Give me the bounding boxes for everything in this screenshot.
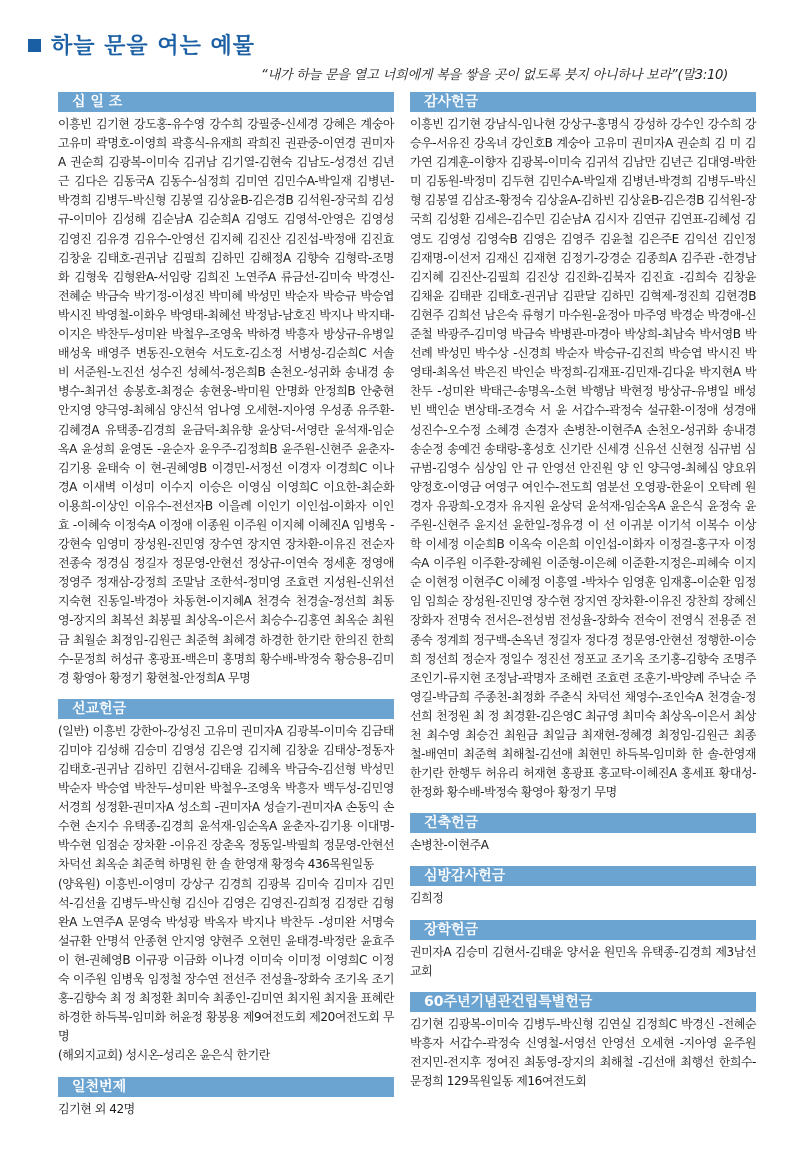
scripture-verse: “내가 하늘 문을 열고 너희에게 복을 쌓을 곳이 없도록 붓지 아니하나 보라”(말3:10) [260, 68, 728, 83]
scholarship-names: 권미자A 김승미 김현서-김태윤 양서윤 원민옥 유택종-김경희 제3남선교회 [410, 944, 756, 978]
mission-heading: 선교헌금 [58, 699, 394, 719]
firstfruits-names: 김기현 외 42명 [58, 1101, 135, 1116]
visit-heading: 심방감사헌금 [410, 866, 756, 886]
tithe-heading: 십 일 조 [58, 92, 394, 112]
right-column [410, 92, 756, 1091]
thanks-heading: 감사헌금 [410, 92, 756, 112]
anniversary-heading: 60주년기념관건립특별헌금 [410, 992, 756, 1012]
firstfruits-section [58, 1077, 394, 1119]
page-header [28, 28, 788, 83]
firstfruits-heading: 일천번제 [58, 1077, 394, 1097]
left-column [58, 92, 394, 1119]
mission-overseas: (해외지교회) 성시온-성리온 윤은식 한기란 [58, 1048, 270, 1063]
building-heading: 건축헌금 [410, 813, 756, 833]
mission-nurture: (양육원) 이흥빈-이영미 강상구 김경희 김광복 김미숙 김미자 김민석-김선율 김병두-박신형 김신아 김영은 김영진-김희정 김정란 김형완A 노연주A 문영숙 박성광 박옥자 박지나 박찬두 -성미완 서명숙 설규환 안명석 안종현 안지영 양현주 오현민 윤태경-박정란 윤효주 이 현-권혜영B 이규광 이금화 이나경 이미숙 이미정 이영희C 이정숙 이주원 임병욱 임정철 장수연 전선주 전성율-장화숙 조기옥 조기홍-김향숙 최 정 최정환 최미숙 최종인-김미연 최지원 최지율 표혜란 하경한 하득복-임미화 허윤정 황봉용 제9여전도회 제20여전도회 무명 [58, 876, 394, 1044]
mission-section [58, 699, 394, 1066]
building-section [410, 813, 756, 855]
thanks-names: 이흥빈 김기현 강남식-임나현 강상구-홍명식 강성하 강수인 강수희 강승우-서유진 강옥녀 강인호B 계숭아 고유미 권미자A 권순희 김 미 김가연 김계훈-이향자 김광복-이미숙 김귀석 김남만 김년근 김대영-박한미 김동원-박정미 김두현 김민수A-박일재 김병년-박경희 김병두-박신형 김봉열 김삼조-황정숙 김상윤A-김하빈 김상윤B-김은경B 김석원-장국희 김성환 김세은-김수민 김순남A 김시자 김연규 김연표-김혜성 김영도 김영성 김영숙B 김영은 김영주 김윤철 김은주E 김익선 김인정 김재명-이선저 김재신 김재현 김정기-강경순 김종희A 김주관 -한경남 김지혜 김진산-김필희 김진상 김진화-김북자 김진효 -김희숙 김창윤 김채윤 김태관 김태호-권귀남 김판달 김하민 김혁제-정진희 김현경B 김현주 김희선 남은숙 류형기 마수원-윤정아 마주영 박경순 박경애-신준철 박광주-김미영 박금숙 박병관-마경아 박상희-최남숙 박서영B 박선례 박성민 박수상 -신경희 박순자 박승규-김진희 박승엽 박시진 박영태-최옥선 박은진 박인순 박정희-김재표-김민재-김다윤 박지현A 박찬두 -성미완 박태근-송명옥-소현 박행남 박현정 방상규-유병일 배성빈 백인순 변상태-조경숙 서 윤 서갑수-곽정숙 설규환-이정애 성경애 성진수-오수정 소혜경 손경자 손병찬-이현주A 손천오-성귀화 송내경 송순정 송예건 송태랑-홍성호 신기란 신세경 신유선 신현정 심규범 심규범-김영수 심상임 안 규 안영선 안진원 양 인 양극영-최혜심 양요위 양정호-이영금 여영구 여인수-전도희 염분선 오영광-한윤이 오탁례 원경자 유광희-오경자 유지원 윤상덕 윤석재-임순옥A 윤은식 윤정숙 윤주원-신현주 윤지선 윤한일-정유경 이 선 이귀분 이기석 이복수 이상학 이세정 이순희B 이옥숙 이은희 이인섭-이화자 이정걸-홍구자 이정숙A 이주원 이주환-장혜원 이준형-이은혜 이준환-지정은-피혜숙 이지순 이현정 이현주C 이혜정 이흥열 -박차수 임영훈 임재홍-이순환 임정임 임희순 장성원-진민영 장수현 장지연 장차환-이유진 장찬희 장혜신 장화자 전명숙 전서은-전성범 전성율-장화숙 전숙이 전영식 전용준 전종숙 정계희 정구백-손옥년 정길자 정다경 정문영-안현선 정행한-이승희 정선희 정순자 정일수 정진선 정포교 조기옥 조기홍-김향숙 조명주 조인기-류지현 조정남-곽명자 조해련 조효련 조훈기-박양례 주낙순 주영길-박금희 주종천-최정화 주춘식 차덕선 채영수-조인숙A 천경술-정선희 천정원 최 정 최경환-김은영C 최규영 최미숙 최상옥-이은서 최상천 최수영 최승건 최원금 최일금 최재현-정혜경 최정임-김원근 최종철-배연미 최준혁 최해철-김선애 최현민 하득복-임미화 한 솔-한영재 한기란 한행두 허유리 허재현 홍광표 홍교탁-이혜진A 홍세표 황대성-한정화 황수배-박정숙 황영아 황정기 무명 [410, 117, 756, 800]
anniversary-section [410, 992, 756, 1091]
visit-section [410, 866, 756, 908]
thanks-section [410, 92, 756, 802]
visit-names: 김희정 [410, 891, 444, 906]
tithe-section [58, 92, 394, 688]
title-bullet-icon [28, 39, 41, 52]
anniversary-names: 김기현 김광복-이미숙 김병두-박신형 김연실 김정희C 박경신 -전혜순 박흥자 서갑수-곽정숙 신영철-서영선 안영선 오세현 -지아영 윤주원 전지민-전지후 정여진 최동영-장지의 최해철 -김선애 최행선 한희수-문정희 129목원일동 제16여전도회 [410, 1016, 756, 1089]
tithe-names: 이흥빈 김기현 강도홍-유수영 강수희 강필중-신세경 강혜은 계숭아 고유미 곽명호-이영희 곽흥식-유재희 곽희진 권관중-이연경 권미자A 권순희 김광복-이미숙 김귀남 김기열-김현숙 김남도-성경선 김년근 김다은 김동국A 김동수-심정희 김미연 김민수A-박일재 김병년-박경희 김병두-박신형 김봉열 김상윤B-김은경B 김석원-장국희 김성규-이미아 김성해 김순남A 김순희A 김영도 김영석-안영은 김영성 김영진 김유경 김유수-안영선 김지혜 김진산 김진섭-박정애 김진효 김창윤 김태호-권귀남 김필희 김하민 김해정A 김향숙 김형락-조명화 김형욱 김형완A-서임랑 김희진 노연주A 류금선-김미숙 박경신-전혜순 박금숙 박기정-이성진 박미혜 박성민 박순자 박승규 박승엽 박시진 박영철-이화우 박영태-최혜선 박정남-남호진 박지나 박지태-이지은 박찬두-성미완 박철우-조영욱 박하경 박흥자 방상규-유병일 배성욱 배영주 변동진-오현숙 서도호-김소정 서병성-김순희C 서솔비 서준원-노진선 성수진 성혜석-정은희B 손천오-성귀화 송내경 송병수-최귀선 송봉호-최정순 송현웅-박미원 안명화 안정희B 안충현 안지영 양극영-최혜심 양신석 엄나영 오세현-지아영 우성종 유주환-김혜경A 유택종-김경희 윤금덕-최유향 윤상덕-서영란 윤석재-임순옥A 윤성희 윤영돈 -윤순자 윤우주-김정희B 윤주원-신현주 윤춘자-김기용 윤태숙 이 현-권혜영B 이경민-서정선 이경자 이경희C 이나경A 이새벽 이성미 이수지 이승은 이영심 이영희C 이요한-최순화 이용희-이상인 이유수-전선자B 이을례 이인기 이인섭-이화자 이인효 -이혜숙 이정숙A 이정애 이종원 이주원 이지혜 이혜진A 임병욱 -강현숙 임영미 장성원-진민영 장수연 장지연 장차환-이유진 전순자 전종숙 정경심 정길자 정문영-안현선 정상규-이연숙 정세훈 정영애 정영주 정재삼-강정희 조말남 조한석-정미영 조효련 지성원-신위선 지숙현 진동일-박경아 차동현-이지혜A 천경숙 천경술-정선희 최동영-장지의 최복선 최봉필 최상옥-이은서 최승수-김홍연 최옥순 최원금 최월순 최정임-김원근 최준혁 최혜경 하경한 한기란 한의진 한희수-문정희 허성규 홍광표-백은미 홍명희 황수배-박정숙 황승용-김미경 황영아 황정기 황현철-안정희A 무명 [58, 117, 394, 685]
building-names: 손병찬-이현주A [410, 838, 489, 853]
scholarship-section [410, 920, 756, 981]
title-row [28, 28, 788, 60]
mission-names [58, 722, 394, 1066]
mission-general: (일반) 이흥빈 강한아-강성진 고유미 권미자A 김광복-이미숙 김금태 김미야 김성해 김승미 김영성 김은영 김지혜 김창윤 김태상-정동자 김태호-권귀남 김하민 김현서-김태윤 김혜옥 박금숙-김선형 박성민 박순자 박승엽 박찬두-성미완 박철우-조영욱 박흥자 백두성-김민영 서경희 성정환-권미자A 성소희 -권미자A 성슬기-권미자A 손동익 손수현 손지수 유택종-김경희 윤석재-임순옥A 윤춘자-김기용 이대명-박수현 임점순 장차환 -이유진 장춘옥 정동일-박필희 정문영-안현선 차덕선 최옥순 최준혁 하명원 한 솔 한영재 황정숙 436목원일동 [58, 723, 394, 872]
scholarship-heading: 장학헌금 [410, 920, 756, 940]
page-title: 하늘 문을 여는 예물 [51, 33, 255, 59]
